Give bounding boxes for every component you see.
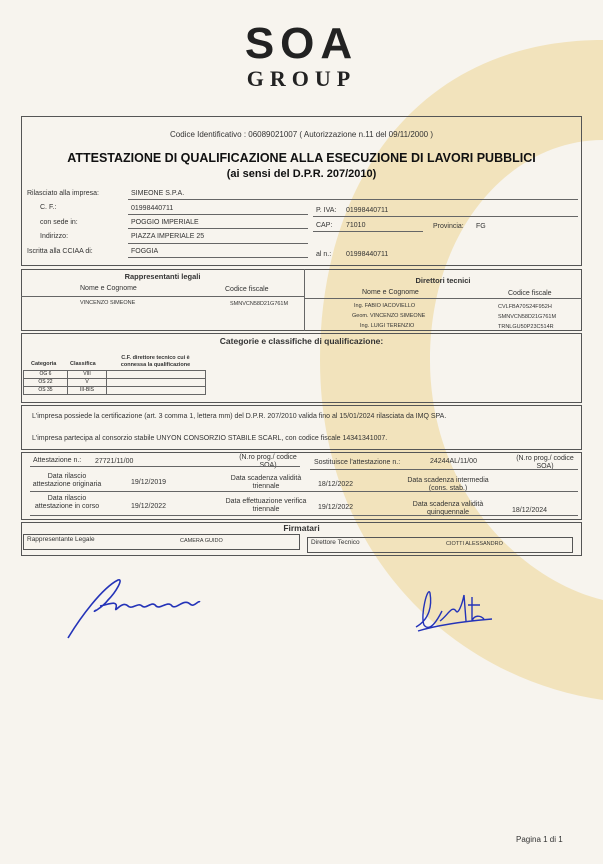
class-cell: VIII [67,370,107,379]
att-note: (N.ro prog./ codice SOA) [239,454,297,469]
legal-sign-value: CAMERA GUIDO [180,538,223,544]
cap-value: 71010 [346,222,366,229]
sost-note: (N.ro prog./ codice SOA) [516,455,574,470]
aln-label: al n.: [316,251,332,258]
category-cell: OS 35 [23,386,68,395]
soa-group-logo [0,20,603,90]
col-class: Classifica [70,361,96,367]
col-category: Categoria [31,361,57,367]
d2-value: 18/12/2022 [318,481,354,488]
d4-label: Data rilascio attestazione in corso [34,495,100,510]
issued-value: SIMEONE S.P.A. [131,190,185,197]
legal-sign-label: Rappresentante Legale [27,536,95,543]
legal-reps-title: Rappresentanti legali [124,272,201,281]
d1-label: Data rilascio attestazione originaria [32,473,102,488]
tech-dir-name: Geom. VINCENZO SIMEONE [352,313,426,319]
class-cell: III-BIS [67,386,107,395]
certification-text: L'impresa possiede la certificazione (art. 3 comma 1, lettera mm) del D.P.R. 207/2010 valida fino al 15/01/2024 rilasciata da IMQ SPA. [32,413,447,420]
address-value: PIAZZA IMPERIALE 25 [131,233,205,240]
d6-label: Data scadenza validità quinquennale [412,501,484,516]
page-title: ATTESTAZIONE DI QUALIFICAZIONE ALLA ESECUZIONE DI LAVORI PUBBLICI [67,151,536,165]
category-cell: OS 22 [23,378,68,387]
cf-cell [106,386,206,395]
cf-value: 01998440711 [131,205,174,212]
d6-value: 18/12/2024 [512,507,548,514]
code-line: Codice Identificativo : 06089021007 ( Autorizzazione n.11 del 09/11/2000 ) [170,130,433,139]
cciaa-label: Iscritta alla CCIAA di: [27,248,93,255]
piva-label: P. IVA: [316,207,337,214]
d1-value: 19/12/2019 [131,479,167,486]
legal-rep-cf: SMNVCN58D21G761M [230,301,289,307]
seat-value: POGGIO IMPERIALE [131,219,199,226]
issued-label: Rilasciato alla impresa: [27,190,99,197]
consortium-text: L'impresa partecipa al consorzio stabile UNYON CONSORZIO STABILE SCARL, con codice fiscale 14341341007. [32,435,388,442]
tech-dir-name: Ing. LUIGI TERENZIO [360,323,415,329]
prov-label: Provincia: [433,223,464,230]
cciaa-value: FOGGIA [131,248,159,255]
tech-cf-header: Codice fiscale [508,290,552,297]
signatories-title: Firmatari [283,523,320,533]
cf-label: C. F.: [40,204,57,211]
d5-label: Data effettuazione verifica triennale [225,498,307,513]
legal-representative-signature [60,570,210,650]
page-number: Pagina 1 di 1 [516,835,563,844]
tech-dir-cf: TRNLGU50P23C514R [498,324,554,330]
page-subtitle: (ai sensi del D.P.R. 207/2010) [226,168,377,180]
att-label: Attestazione n.: [33,457,82,464]
tech-sign-label: Direttore Tecnico [311,539,360,546]
legal-cf-header: Codice fiscale [225,286,269,293]
aln-value: 01998440711 [346,251,389,258]
sost-value: 24244AL/11/00 [430,458,477,465]
legal-rep-name: VINCENZO SIMEONE [80,300,136,306]
tech-dir-name: Ing. FABIO IACOVIELLO [354,303,416,309]
prov-value: FG [476,223,486,230]
tech-dir-cf: SMNVCN58D21G761M [498,314,557,320]
d3-label: Data scadenza intermedia (cons. stab.) [407,477,489,492]
class-cell: V [67,378,107,387]
seat-label: con sede in: [40,219,78,226]
category-cell: OG 6 [23,370,68,379]
logo-group: GROUP [246,66,357,91]
tech-sign-value: CIOTTI ALESSANDRO [446,541,503,547]
att-value: 27721/11/00 [95,458,134,465]
sost-label: Sostituisce l'attestazione n.: [314,459,401,466]
tech-name-header: Nome e Cognome [362,289,419,296]
d2-label: Data scadenza validità triennale [230,475,302,490]
tech-dir-cf: CVLFBA70S24F952H [498,304,552,310]
piva-value: 01998440711 [346,207,389,214]
legal-name-header: Nome e Cognome [80,285,137,292]
logo-soa: SOA [244,19,359,68]
technical-director-signature [408,575,503,640]
d4-value: 19/12/2022 [131,503,167,510]
cap-label: CAP: [316,222,333,229]
certification-box [21,405,582,450]
address-label: Indirizzo: [40,233,69,240]
d5-value: 19/12/2022 [318,504,354,511]
categories-title: Categorie e classifiche di qualificazione: [219,336,384,346]
col-cf-director: C.F. direttore tecnico cui è connessa la qualificazione [120,355,191,368]
tech-dirs-title: Direttori tecnici [415,276,471,285]
